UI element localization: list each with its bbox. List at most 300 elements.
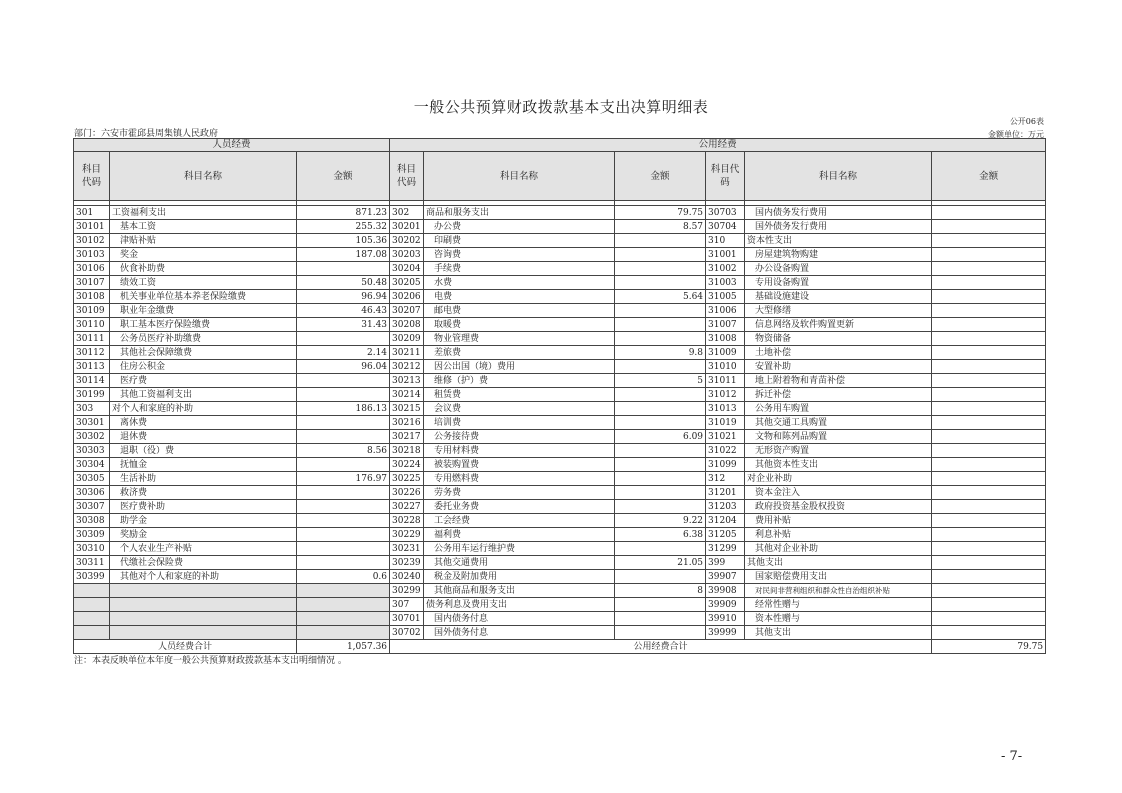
subject-name-cell: 基本工资	[110, 220, 297, 234]
subject-name-cell: 资本金注入	[745, 486, 932, 500]
table-row	[74, 206, 1046, 220]
table-row	[74, 626, 1046, 640]
subject-name-cell: 公务接待费	[424, 430, 615, 444]
subject-code-cell: 30216	[390, 416, 424, 430]
amount-cell	[932, 514, 1046, 528]
subject-name-cell: 奖励金	[110, 528, 297, 542]
table-row	[74, 276, 1046, 290]
amount-cell	[615, 318, 706, 332]
subject-name-cell: 其他资本性支出	[745, 458, 932, 472]
col-header-code	[390, 152, 424, 201]
table-row	[74, 374, 1046, 388]
subject-name-cell: 绩效工资	[110, 276, 297, 290]
col-header-code	[74, 152, 110, 201]
subject-name-cell: 其他对企业补助	[745, 542, 932, 556]
subject-name-cell: 拆迁补偿	[745, 388, 932, 402]
subject-name-cell: 会议费	[424, 402, 615, 416]
subject-code-cell	[74, 612, 110, 626]
subject-code-cell: 30212	[390, 360, 424, 374]
subject-code-cell: 30310	[74, 542, 110, 556]
subject-name-cell: 专用燃料费	[424, 472, 615, 486]
subject-name-cell: 费用补贴	[745, 514, 932, 528]
subject-name-cell: 工会经费	[424, 514, 615, 528]
subject-name-cell: 资本性赠与	[745, 612, 932, 626]
subject-code-cell: 31205	[706, 528, 745, 542]
form-number: 公开06表	[1009, 117, 1044, 126]
subject-name-cell: 土地补偿	[745, 346, 932, 360]
subject-code-cell: 301	[74, 206, 110, 220]
amount-cell	[615, 276, 706, 290]
subject-code-cell: 31019	[706, 416, 745, 430]
amount-cell	[932, 458, 1046, 472]
amount-cell	[932, 346, 1046, 360]
subject-code-cell: 31204	[706, 514, 745, 528]
subject-name-cell: 国内债务发行费用	[745, 206, 932, 220]
subject-name-cell: 国内债务付息	[424, 612, 615, 626]
subject-code-cell: 31201	[706, 486, 745, 500]
amount-cell: 187.08	[297, 248, 390, 262]
subject-name-cell: 差旅费	[424, 346, 615, 360]
subject-name-cell: 对民间非营利组织和群众性自治组织补贴	[745, 584, 932, 598]
subject-code-cell: 39910	[706, 612, 745, 626]
subject-code-cell: 30199	[74, 388, 110, 402]
subject-name-cell: 专用材料费	[424, 444, 615, 458]
subject-code-cell: 30208	[390, 318, 424, 332]
subject-code-cell: 30224	[390, 458, 424, 472]
subject-name-cell: 商品和服务支出	[424, 206, 615, 220]
table-row	[74, 332, 1046, 346]
subject-code-cell: 30307	[74, 500, 110, 514]
subject-code-cell: 30299	[390, 584, 424, 598]
subject-code-cell: 31007	[706, 318, 745, 332]
col-header-name: 科目名称	[110, 152, 297, 201]
subject-name-cell: 政府投资基金股权投资	[745, 500, 932, 514]
amount-cell	[932, 374, 1046, 388]
amount-cell	[932, 206, 1046, 220]
amount-cell	[297, 416, 390, 430]
subject-code-cell: 31012	[706, 388, 745, 402]
subject-name-cell: 手续费	[424, 262, 615, 276]
amount-cell	[932, 500, 1046, 514]
subject-name-cell: 税金及附加费用	[424, 570, 615, 584]
subject-name-cell: 被装购置费	[424, 458, 615, 472]
table-row	[74, 346, 1046, 360]
subject-code-cell: 307	[390, 598, 424, 612]
table-row	[74, 318, 1046, 332]
amount-cell	[615, 500, 706, 514]
subject-name-cell: 电费	[424, 290, 615, 304]
subject-name-cell: 房屋建筑物购建	[745, 248, 932, 262]
subject-name-cell: 信息网络及软件购置更新	[745, 318, 932, 332]
footnote: 注：本表反映单位本年度一般公共预算财政拨款基本支出明细情况 。	[74, 656, 347, 666]
amount-cell	[932, 248, 1046, 262]
subject-code-cell: 30225	[390, 472, 424, 486]
amount-cell: 6.38	[615, 528, 706, 542]
subject-code-cell: 30215	[390, 402, 424, 416]
subject-code-cell: 31099	[706, 458, 745, 472]
subject-name-cell: 抚恤金	[110, 458, 297, 472]
subject-code-cell: 30228	[390, 514, 424, 528]
subject-name-cell: 助学金	[110, 514, 297, 528]
subject-code-cell: 30702	[390, 626, 424, 640]
table-row	[74, 248, 1046, 262]
amount-cell	[297, 500, 390, 514]
subject-name-cell: 租赁费	[424, 388, 615, 402]
amount-cell	[932, 626, 1046, 640]
personnel-total-label: 人员经费合计	[74, 640, 297, 654]
subject-code-cell: 30109	[74, 304, 110, 318]
subject-code-cell: 31009	[706, 346, 745, 360]
amount-cell	[615, 234, 706, 248]
subject-code-cell: 39999	[706, 626, 745, 640]
amount-cell	[297, 262, 390, 276]
subject-code-cell: 30211	[390, 346, 424, 360]
amount-cell: 6.09	[615, 430, 706, 444]
table-row	[74, 514, 1046, 528]
subject-name-cell: 福利费	[424, 528, 615, 542]
subject-code-cell: 31006	[706, 304, 745, 318]
amount-cell	[615, 304, 706, 318]
subject-code-cell: 30302	[74, 430, 110, 444]
table-row	[74, 458, 1046, 472]
subject-code-cell: 30701	[390, 612, 424, 626]
table-row	[74, 234, 1046, 248]
amount-cell: 21.05	[615, 556, 706, 570]
amount-cell	[932, 234, 1046, 248]
subject-name-cell: 利息补贴	[745, 528, 932, 542]
personnel-group-header: 人员经费	[74, 139, 390, 152]
subject-code-cell: 39907	[706, 570, 745, 584]
amount-cell: 255.32	[297, 220, 390, 234]
subject-name-cell	[110, 626, 297, 640]
col-header-code	[706, 152, 745, 201]
subject-code-cell: 30703	[706, 206, 745, 220]
amount-cell	[297, 458, 390, 472]
amount-cell	[615, 360, 706, 374]
subject-code-cell: 30231	[390, 542, 424, 556]
subject-name-cell: 其他交通工具购置	[745, 416, 932, 430]
subject-name-cell: 公务用车运行维护费	[424, 542, 615, 556]
amount-cell: 176.97	[297, 472, 390, 486]
subject-name-cell: 咨询费	[424, 248, 615, 262]
amount-cell: 9.22	[615, 514, 706, 528]
table-row	[74, 500, 1046, 514]
amount-cell	[615, 388, 706, 402]
subject-code-cell: 30303	[74, 444, 110, 458]
amount-cell	[615, 416, 706, 430]
table-row	[74, 388, 1046, 402]
group-header-row	[74, 139, 1046, 152]
amount-cell	[615, 444, 706, 458]
subject-name-cell: 代缴社会保险费	[110, 556, 297, 570]
subject-code-cell: 31013	[706, 402, 745, 416]
amount-cell: 8	[615, 584, 706, 598]
amount-cell	[932, 332, 1046, 346]
totals-row	[74, 640, 1046, 654]
amount-cell: 9.8	[615, 346, 706, 360]
subject-name-cell: 退休费	[110, 430, 297, 444]
subject-name-cell: 其他社会保障缴费	[110, 346, 297, 360]
amount-cell	[615, 248, 706, 262]
amount-cell	[615, 332, 706, 346]
subject-code-cell: 30206	[390, 290, 424, 304]
subject-name-cell: 地上附着物和青苗补偿	[745, 374, 932, 388]
subject-name-cell: 办公费	[424, 220, 615, 234]
amount-cell	[932, 570, 1046, 584]
subject-code-cell: 30112	[74, 346, 110, 360]
amount-cell: 186.13	[297, 402, 390, 416]
amount-cell: 46.43	[297, 304, 390, 318]
amount-cell	[615, 598, 706, 612]
subject-name-cell: 基础设施建设	[745, 290, 932, 304]
subject-name-cell: 水费	[424, 276, 615, 290]
subject-code-cell: 30102	[74, 234, 110, 248]
amount-cell	[615, 612, 706, 626]
subject-name-cell: 对个人和家庭的补助	[110, 402, 297, 416]
table-row	[74, 444, 1046, 458]
subject-code-cell: 30202	[390, 234, 424, 248]
subject-code-cell: 30239	[390, 556, 424, 570]
amount-cell: 50.48	[297, 276, 390, 290]
subject-code-cell: 30304	[74, 458, 110, 472]
amount-cell	[297, 374, 390, 388]
table-row	[74, 416, 1046, 430]
subject-code-cell: 30103	[74, 248, 110, 262]
subject-code-cell: 30217	[390, 430, 424, 444]
subject-name-cell: 公务用车购置	[745, 402, 932, 416]
subject-name-cell: 医疗费补助	[110, 500, 297, 514]
col-header-name: 科目名称	[745, 152, 932, 201]
subject-name-cell: 邮电费	[424, 304, 615, 318]
col-header-code-text: 科目 代码	[397, 164, 417, 188]
subject-name-cell: 个人农业生产补贴	[110, 542, 297, 556]
amount-cell	[932, 402, 1046, 416]
subject-code-cell: 31003	[706, 276, 745, 290]
subject-name-cell: 因公出国（境）费用	[424, 360, 615, 374]
amount-cell	[932, 318, 1046, 332]
subject-code-cell: 30111	[74, 332, 110, 346]
subject-code-cell: 39909	[706, 598, 745, 612]
subject-code-cell: 302	[390, 206, 424, 220]
amount-cell	[932, 220, 1046, 234]
subject-name-cell: 公务员医疗补助缴费	[110, 332, 297, 346]
amount-cell	[615, 570, 706, 584]
table-row	[74, 598, 1046, 612]
subject-code-cell: 30203	[390, 248, 424, 262]
table-row	[74, 290, 1046, 304]
subject-name-cell: 培训费	[424, 416, 615, 430]
amount-unit-label: 金额单位：万元	[988, 130, 1044, 139]
table-row	[74, 542, 1046, 556]
subject-name-cell: 物业管理费	[424, 332, 615, 346]
subject-code-cell: 30114	[74, 374, 110, 388]
personnel-total-value: 1,057.36	[297, 640, 390, 654]
subject-code-cell: 31011	[706, 374, 745, 388]
amount-cell	[615, 542, 706, 556]
subject-name-cell: 经常性赠与	[745, 598, 932, 612]
subject-name-cell: 国家赔偿费用支出	[745, 570, 932, 584]
amount-cell	[297, 388, 390, 402]
subject-name-cell: 办公设备购置	[745, 262, 932, 276]
col-header-name: 科目名称	[424, 152, 615, 201]
amount-cell	[932, 528, 1046, 542]
department-label: 部门：六安市霍邱县周集镇人民政府	[74, 129, 219, 139]
amount-cell	[932, 262, 1046, 276]
col-header-amount: 金额	[297, 152, 390, 201]
report-title: 一般公共预算财政拨款基本支出决算明细表	[413, 98, 709, 116]
public-total-label: 公用经费合计	[390, 640, 932, 654]
amount-cell: 8.56	[297, 444, 390, 458]
table-row	[74, 612, 1046, 626]
amount-cell	[932, 388, 1046, 402]
subject-name-cell: 其他商品和服务支出	[424, 584, 615, 598]
subject-name-cell: 职业年金缴费	[110, 304, 297, 318]
subject-name-cell: 对企业补助	[745, 472, 932, 486]
subject-name-cell: 大型修缮	[745, 304, 932, 318]
subject-name-cell: 其他交通费用	[424, 556, 615, 570]
amount-cell: 2.14	[297, 346, 390, 360]
amount-cell	[932, 360, 1046, 374]
table-row	[74, 360, 1046, 374]
table-row	[74, 220, 1046, 234]
amount-cell	[932, 304, 1046, 318]
subject-code-cell: 31001	[706, 248, 745, 262]
subject-name-cell: 其他支出	[745, 556, 932, 570]
subject-code-cell: 30218	[390, 444, 424, 458]
subject-code-cell: 30107	[74, 276, 110, 290]
subject-name-cell: 劳务费	[424, 486, 615, 500]
column-header-row	[74, 152, 1046, 201]
amount-cell	[932, 444, 1046, 458]
subject-code-cell: 39908	[706, 584, 745, 598]
page-number: - 7-	[1001, 749, 1023, 764]
table-row	[74, 528, 1046, 542]
public-group-header: 公用经费	[390, 139, 1046, 152]
amount-cell	[297, 556, 390, 570]
subject-code-cell: 30308	[74, 514, 110, 528]
subject-code-cell: 30305	[74, 472, 110, 486]
amount-cell	[297, 542, 390, 556]
subject-name-cell: 取暖费	[424, 318, 615, 332]
amount-cell: 5	[615, 374, 706, 388]
amount-cell	[932, 542, 1046, 556]
amount-cell	[297, 486, 390, 500]
subject-code-cell: 310	[706, 234, 745, 248]
subject-name-cell: 委托业务费	[424, 500, 615, 514]
subject-name-cell: 机关事业单位基本养老保险缴费	[110, 290, 297, 304]
amount-cell: 105.36	[297, 234, 390, 248]
amount-cell	[615, 262, 706, 276]
amount-cell	[615, 626, 706, 640]
subject-code-cell: 30108	[74, 290, 110, 304]
subject-name-cell	[110, 598, 297, 612]
subject-code-cell	[74, 598, 110, 612]
amount-cell	[932, 486, 1046, 500]
subject-code-cell: 30204	[390, 262, 424, 276]
subject-name-cell: 国外债务付息	[424, 626, 615, 640]
subject-name-cell: 津贴补贴	[110, 234, 297, 248]
subject-name-cell: 伙食补助费	[110, 262, 297, 276]
col-header-code-text: 科目代 码	[710, 164, 740, 188]
col-header-code-text: 科目 代码	[81, 164, 101, 188]
amount-cell: 96.94	[297, 290, 390, 304]
subject-code-cell: 30110	[74, 318, 110, 332]
table-row	[74, 262, 1046, 276]
subject-code-cell: 31203	[706, 500, 745, 514]
subject-name-cell: 债务利息及费用支出	[424, 598, 615, 612]
amount-cell: 871.23	[297, 206, 390, 220]
subject-code-cell: 30201	[390, 220, 424, 234]
amount-cell	[297, 584, 390, 598]
amount-cell	[932, 584, 1046, 598]
subject-code-cell: 30214	[390, 388, 424, 402]
table-row	[74, 472, 1046, 486]
amount-cell	[297, 626, 390, 640]
subject-code-cell: 30227	[390, 500, 424, 514]
subject-code-cell: 30399	[74, 570, 110, 584]
subject-name-cell: 职工基本医疗保险缴费	[110, 318, 297, 332]
table-row	[74, 430, 1046, 444]
subject-code-cell: 30207	[390, 304, 424, 318]
subject-code-cell: 30240	[390, 570, 424, 584]
public-total-value: 79.75	[932, 640, 1046, 654]
subject-name-cell: 其他工资福利支出	[110, 388, 297, 402]
subject-code-cell: 31002	[706, 262, 745, 276]
table-row	[74, 304, 1046, 318]
subject-code-cell: 30106	[74, 262, 110, 276]
table-row	[74, 584, 1046, 598]
subject-code-cell: 312	[706, 472, 745, 486]
amount-cell	[932, 612, 1046, 626]
expenditure-table	[73, 138, 1046, 654]
amount-cell	[297, 430, 390, 444]
col-header-amount: 金额	[615, 152, 706, 201]
subject-code-cell: 31022	[706, 444, 745, 458]
subject-code-cell: 31008	[706, 332, 745, 346]
table-row	[74, 402, 1046, 416]
subject-name-cell: 离休费	[110, 416, 297, 430]
subject-code-cell: 303	[74, 402, 110, 416]
subject-name-cell: 奖金	[110, 248, 297, 262]
amount-cell	[615, 472, 706, 486]
table-row	[74, 556, 1046, 570]
subject-code-cell: 30213	[390, 374, 424, 388]
amount-cell: 0.6	[297, 570, 390, 584]
subject-name-cell	[110, 612, 297, 626]
amount-cell	[297, 598, 390, 612]
amount-cell	[932, 556, 1046, 570]
amount-cell	[297, 612, 390, 626]
subject-name-cell: 其他支出	[745, 626, 932, 640]
subject-name-cell: 工资福利支出	[110, 206, 297, 220]
amount-cell: 96.04	[297, 360, 390, 374]
subject-name-cell: 其他对个人和家庭的补助	[110, 570, 297, 584]
amount-cell	[615, 458, 706, 472]
subject-name-cell: 退职（役）费	[110, 444, 297, 458]
subject-code-cell: 30209	[390, 332, 424, 346]
amount-cell: 31.43	[297, 318, 390, 332]
subject-name-cell: 资本性支出	[745, 234, 932, 248]
amount-cell	[615, 402, 706, 416]
subject-name-cell: 住房公积金	[110, 360, 297, 374]
amount-cell	[932, 416, 1046, 430]
subject-name-cell: 安置补助	[745, 360, 932, 374]
amount-cell	[932, 430, 1046, 444]
amount-cell: 79.75	[615, 206, 706, 220]
subject-code-cell: 30301	[74, 416, 110, 430]
amount-cell	[297, 332, 390, 346]
subject-name-cell: 医疗费	[110, 374, 297, 388]
